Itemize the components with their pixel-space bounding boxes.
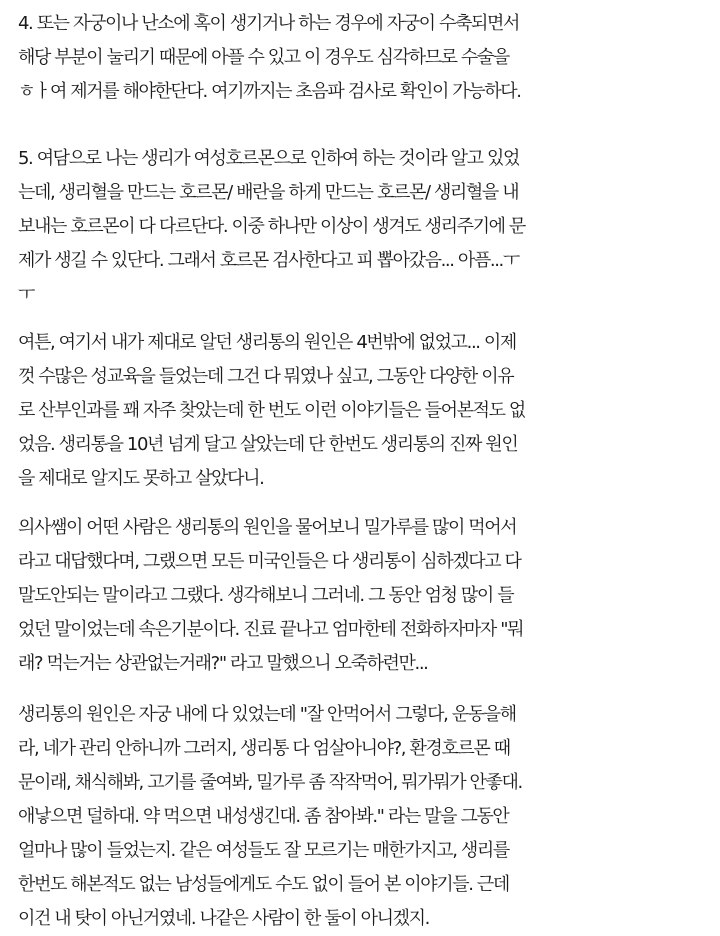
text-line: ㅎㅏ여 제거를 해야한단다. 여기까지는 초음파 검사로 확인이 가능하다. — [18, 81, 521, 102]
text-line: 었음. 생리통을 10년 넘게 달고 살았는데 단 한번도 생리통의 진짜 원인 — [18, 434, 518, 455]
text-line: 이건 내 탓이 아닌거였네. 나같은 사람이 한 둘이 아니겠지. — [18, 908, 429, 929]
text-line: 애낳으면 덜하대. 약 먹으면 내성생긴대. 좀 참아봐." 라는 말을 그동안 — [18, 806, 509, 827]
text-line: 말도안되는 말이라고 그랬다. 생각해보니 그러네. 그 동안 엄청 많이 들 — [18, 585, 514, 606]
text-line: 5. 여담으로 나는 생리가 여성호르몬으로 인하여 하는 것이라 알고 있었 — [18, 148, 519, 169]
text-line: 래? 먹는거는 상관없는거래?" 라고 말했으니 오죽하련만... — [18, 653, 428, 674]
text-line: 얼마나 많이 들었는지. 같은 여성들도 잘 모르기는 매한가지고, 생리를 — [18, 840, 509, 861]
text-line: 문이래, 채식해봐, 고기를 줄여봐, 밀가루 좀 작작먹어, 뭐가뭐가 안좋대. — [18, 772, 522, 793]
text-line: 는데, 생리혈을 만드는 호르몬/ 배란을 하게 만드는 호르몬/ 생리혈을 내 — [18, 182, 519, 203]
text-line: 4. 또는 자궁이나 난소에 혹이 생기거나 하는 경우에 자궁이 수축되면서 — [18, 13, 519, 34]
text-line: 었던 말이었는데 속은기분이다. 진료 끝나고 엄마한테 전화하자마자 "뭐 — [18, 619, 524, 640]
text-line: 라, 네가 관리 안하니까 그러지, 생리통 다 엄살아니야?, 환경호르몬 때 — [18, 738, 510, 759]
text-line: ㅜ — [18, 284, 34, 305]
text-line: 보내는 호르몬이 다 다르단다. 이중 하나만 이상이 생겨도 생리주기에 문 — [18, 216, 525, 237]
text-line: 을 제대로 알지도 못하고 살았다니. — [18, 468, 264, 489]
text-line: 생리통의 원인은 자궁 내에 다 있었는데 "잘 안먹어서 그렇다, 운동을해 — [18, 704, 516, 725]
text-line: 한번도 해본적도 없는 남성들에게도 수도 없이 들어 본 이야기들. 근데 — [18, 874, 509, 895]
text-line: 제가 생길 수 있단다. 그래서 호르몬 검사한다고 피 뽑아갔음... 아픔...ㅜ — [18, 250, 519, 271]
text-line: 의사쌤이 어떤 사람은 생리통의 원인을 물어보니 밀가루를 많이 먹어서 — [18, 517, 517, 538]
text-line: 로 산부인과를 꽤 자주 찾았는데 한 번도 이런 이야기들은 들어본적도 없 — [18, 400, 525, 421]
text-line: 껏 수많은 성교육을 들었는데 그건 다 뭐였나 싶고, 그동안 다양한 이유 — [18, 366, 514, 387]
text-line: 라고 대답했다며, 그랬으면 모든 미국인들은 다 생리통이 심하겠다고 다 — [18, 551, 521, 572]
text-line: 해당 부분이 눌리기 때문에 아플 수 있고 이 경우도 심각하므로 수술을 — [18, 47, 509, 68]
text-line: 여튼, 여기서 내가 제대로 알던 생리통의 원인은 4번밖에 없었고... 이제 — [18, 332, 516, 353]
